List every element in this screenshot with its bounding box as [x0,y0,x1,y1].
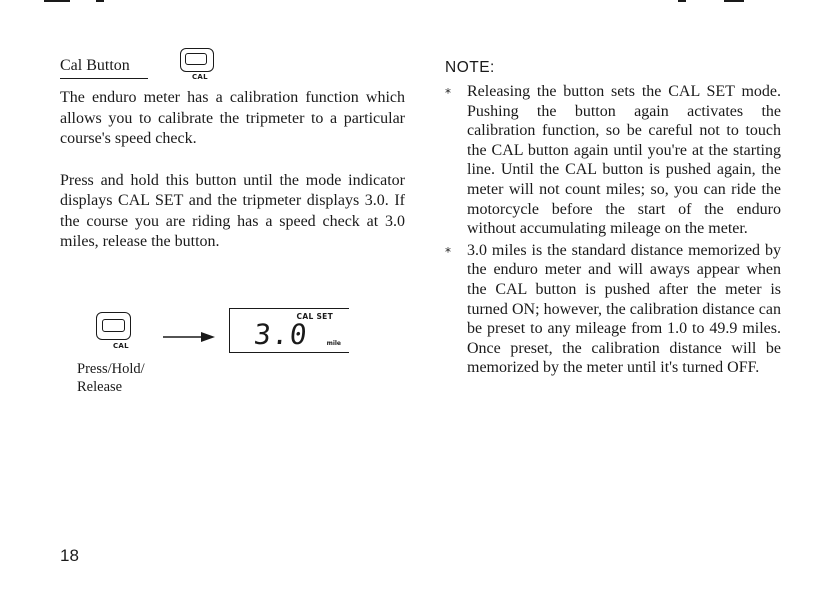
diagram-caption-line1: Press/Hold/ [77,361,145,377]
right-column [445,58,781,380]
cal-button-icon-inner [185,53,207,65]
lcd-unit: mile [326,340,341,347]
note-heading: NOTE: [445,59,495,76]
note-item [445,82,781,239]
note-text: Releasing the button sets the CAL SET mode. Pushing the button again activates the calibration function, so be careful not to touch the CAL button again until you're at the starting line. Until the CAL button is pushed again, the meter will not count miles; so, you can ride the motorcycle before the start of the enduro without accumulating mileage on the meter. [467,83,781,238]
instruction-paragraph: Press and hold this button until the mode indicator displays CAL SET and the tripmeter displays 3.0. If the course you are riding has a speed check at 3.0 miles, release the button. [60,171,405,250]
heading-underline [60,78,148,79]
top-edge-mark-left-2 [96,0,104,2]
diagram-cal-button-inner [102,319,125,332]
diagram-cal-button-label: CAL [113,342,129,350]
top-edge-mark-right [724,0,744,2]
lcd-display [229,308,349,353]
arrow-right-icon [163,331,215,343]
left-column [60,48,405,253]
note-bullet: * [445,86,451,100]
note-text: 3.0 miles is the standard distance memorized by the enduro meter and will aways appear when the CAL button is pushed after the meter is turned ON; however, the calibration distance can be preset to any mileage from 1.0 to 49.9 miles. Once preset, the calibration distance will be memorized by the meter until it's turned OFF. [467,241,781,377]
top-edge-mark-left [44,0,70,2]
lcd-mode-indicator: CAL SET [296,312,333,321]
page-number: 18 [60,546,79,565]
diagram-cal-button-icon [96,312,132,352]
section-heading: Cal Button [60,57,130,74]
note-bullet: * [445,244,451,259]
diagram-caption [77,360,145,396]
intro-paragraph: The enduro meter has a calibration function which allows you to calibrate the tripmeter to a particular course's speed check. [60,89,405,147]
cal-button-heading-row [60,48,405,86]
cal-button-icon-label: CAL [192,73,208,81]
top-edge-mark-right-2 [678,0,686,2]
cal-button-icon [180,48,216,82]
lcd-tripmeter-value: 3.0 [252,318,310,351]
diagram-caption-line2: Release [77,379,123,395]
note-item [445,241,781,378]
